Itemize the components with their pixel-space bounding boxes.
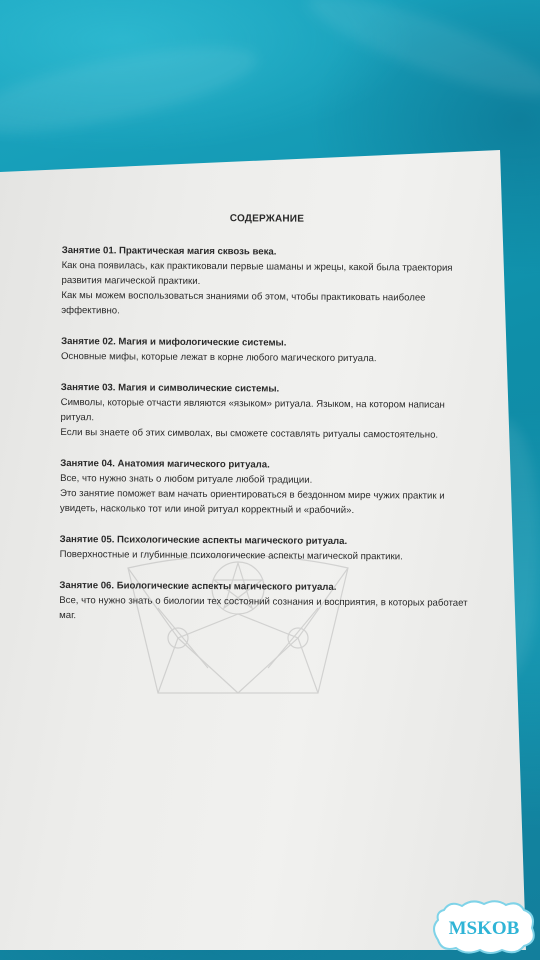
section-text: Все, что нужно знать о любом ритуале любой традиции. xyxy=(60,472,313,486)
section-text: эффективно. xyxy=(61,304,120,317)
section-text: Как мы можем воспользоваться знаниями об этом, чтобы практиковать наиболее xyxy=(61,289,426,304)
logo-text: MSKOB xyxy=(448,918,520,939)
section-text: Это занятие поможет вам начать ориентироваться в бездонном мире чужих практик и xyxy=(59,487,445,502)
section-text: Как она появилась, как практиковали первые шаманы и жрецы, какой была траектория xyxy=(61,259,453,274)
section-heading: Занятие 04. Анатомия магического ритуала. xyxy=(60,457,270,471)
section-text: Если вы знаете об этих символах, вы сможете составлять ритуалы самостоятельно. xyxy=(60,426,439,441)
list-item xyxy=(61,334,471,367)
section-text: маг. xyxy=(59,609,77,622)
page-title: СОДЕРЖАНИЕ xyxy=(229,213,305,225)
list-item xyxy=(61,243,472,321)
list-item xyxy=(59,578,469,626)
mskob-logo xyxy=(430,898,538,956)
list-item xyxy=(60,380,470,443)
section-heading: Занятие 06. Биологические аспекты магического ритуала. xyxy=(59,579,337,593)
section-heading: Занятие 01. Практическая магия сквозь века. xyxy=(61,244,277,258)
section-text: развития магической практики. xyxy=(61,274,201,287)
list-item xyxy=(60,532,470,565)
section-text: Символы, которые отчасти являются «языком» ритуала. Языком, на котором написан xyxy=(60,396,445,411)
section-text: увидеть, насколько тот или иной ритуал корректный и «рабочий». xyxy=(59,502,355,517)
section-text: ритуал. xyxy=(60,411,95,424)
list-item xyxy=(60,456,470,519)
table-of-contents xyxy=(59,210,472,642)
section-text: Поверхностные и глубинные психологические аспекты магической практики. xyxy=(59,548,403,563)
section-heading: Занятие 05. Психологические аспекты магического ритуала. xyxy=(59,533,348,547)
section-heading: Занятие 02. Магия и мифологические системы. xyxy=(61,335,287,349)
section-text: Основные мифы, которые лежат в корне любого магического ритуала. xyxy=(60,350,377,365)
section-heading: Занятие 03. Магия и символические системы. xyxy=(60,381,280,395)
section-text: Все, что нужно знать о биологии тех состояний сознания и восприятия, в которых работает xyxy=(59,594,468,609)
